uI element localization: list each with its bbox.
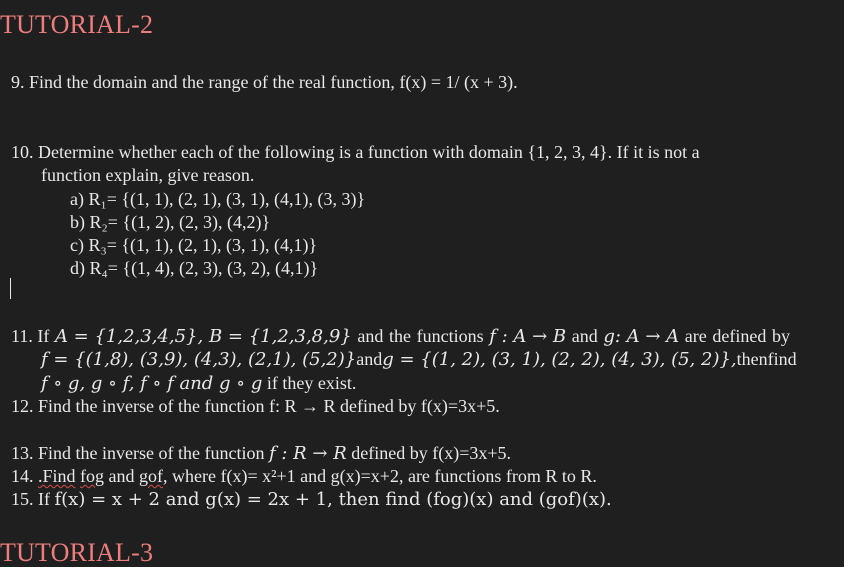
q11-map-g: g: A → A <box>603 326 680 347</box>
question-12: 12. Find the inverse of the function f: R → R defined by f(x)=3x+5. <box>11 396 500 416</box>
q14-fog: fog <box>80 466 105 486</box>
q15-prefix: 15. If <box>11 489 55 509</box>
q11-word: defined <box>712 326 767 346</box>
question-9: 9. Find the domain and the range of the real function, f(x) = 1/ (x + 3). <box>11 72 518 92</box>
question-11-line-3 <box>41 371 356 396</box>
q11-map-f: f : A → B <box>489 326 567 347</box>
q11-word: and <box>571 326 598 346</box>
q11-word: the <box>388 326 411 346</box>
q14-prefix: 14. <box>11 466 38 486</box>
q13-suffix: defined by f(x)=3x+5. <box>346 443 512 463</box>
question-14 <box>11 464 597 488</box>
question-10-line-1: 10. Determine whether each of the following is a function with domain {1, 2, 3, 4}. If it is not a <box>11 142 700 162</box>
q11-word: and <box>356 349 383 369</box>
q11-function-g: g = {(1, 2), (3, 1), (2, 2), (4, 3), (5, 2)}, <box>382 349 737 370</box>
text-cursor <box>10 278 11 299</box>
question-10-option-c: c) R₃= {(1, 1), (2, 1), (3, 1), (4,1)} <box>70 235 318 255</box>
q11-word: 11. If <box>11 326 50 346</box>
q11-word: by <box>771 326 790 346</box>
q11-word: and <box>357 326 384 346</box>
q11-function-f: f = {(1,8), (3,9), (4,3), (2,1), (5,2)} <box>41 349 357 370</box>
q11-word: are <box>684 326 707 346</box>
q14-find-word: .Find <box>38 466 76 486</box>
q13-map: f : R → R <box>268 443 347 464</box>
q11-word: functions <box>416 326 484 346</box>
question-10-option-d: d) R₄= {(1, 4), (2, 3), (3, 2), (4,1)} <box>70 258 319 278</box>
q11-compositions: f ∘ g, g ∘ f, f ∘ f and g ∘ g <box>41 373 263 394</box>
question-15 <box>11 487 612 512</box>
question-10-line-2: function explain, give reason. <box>41 165 255 185</box>
q11-sets-a-b: A = {1,2,3,4,5}, B = {1,2,3,8,9} <box>54 326 352 347</box>
question-10-option-a: a) R₁= {(1, 1), (2, 1), (3, 1), (4,1), (3, 3)} <box>70 189 366 209</box>
question-13 <box>11 441 511 466</box>
q11-exist-text: if they exist. <box>262 373 357 393</box>
q14-gof: gof <box>139 466 164 486</box>
q13-prefix: 13. Find the inverse of the function <box>11 443 269 463</box>
question-10-option-b: b) R₂= {(1, 2), (2, 3), (4,2)} <box>70 212 271 232</box>
q11-word: find <box>767 349 797 369</box>
heading-tutorial-2: TUTORIAL-2 <box>0 10 154 39</box>
question-11-line-1 <box>11 324 790 349</box>
q14-and: and <box>104 466 140 486</box>
heading-tutorial-3: TUTORIAL-3 <box>0 538 154 567</box>
q11-word: then <box>736 349 768 369</box>
question-11-line-2 <box>41 347 797 372</box>
q15-expression: f(x) = x + 2 and g(x) = 2x + 1, then find (fog)(x) and (gof)(x). <box>54 489 612 510</box>
q14-suffix: , where f(x)= x²+1 and g(x)=x+2, are functions from R to R. <box>163 466 597 486</box>
